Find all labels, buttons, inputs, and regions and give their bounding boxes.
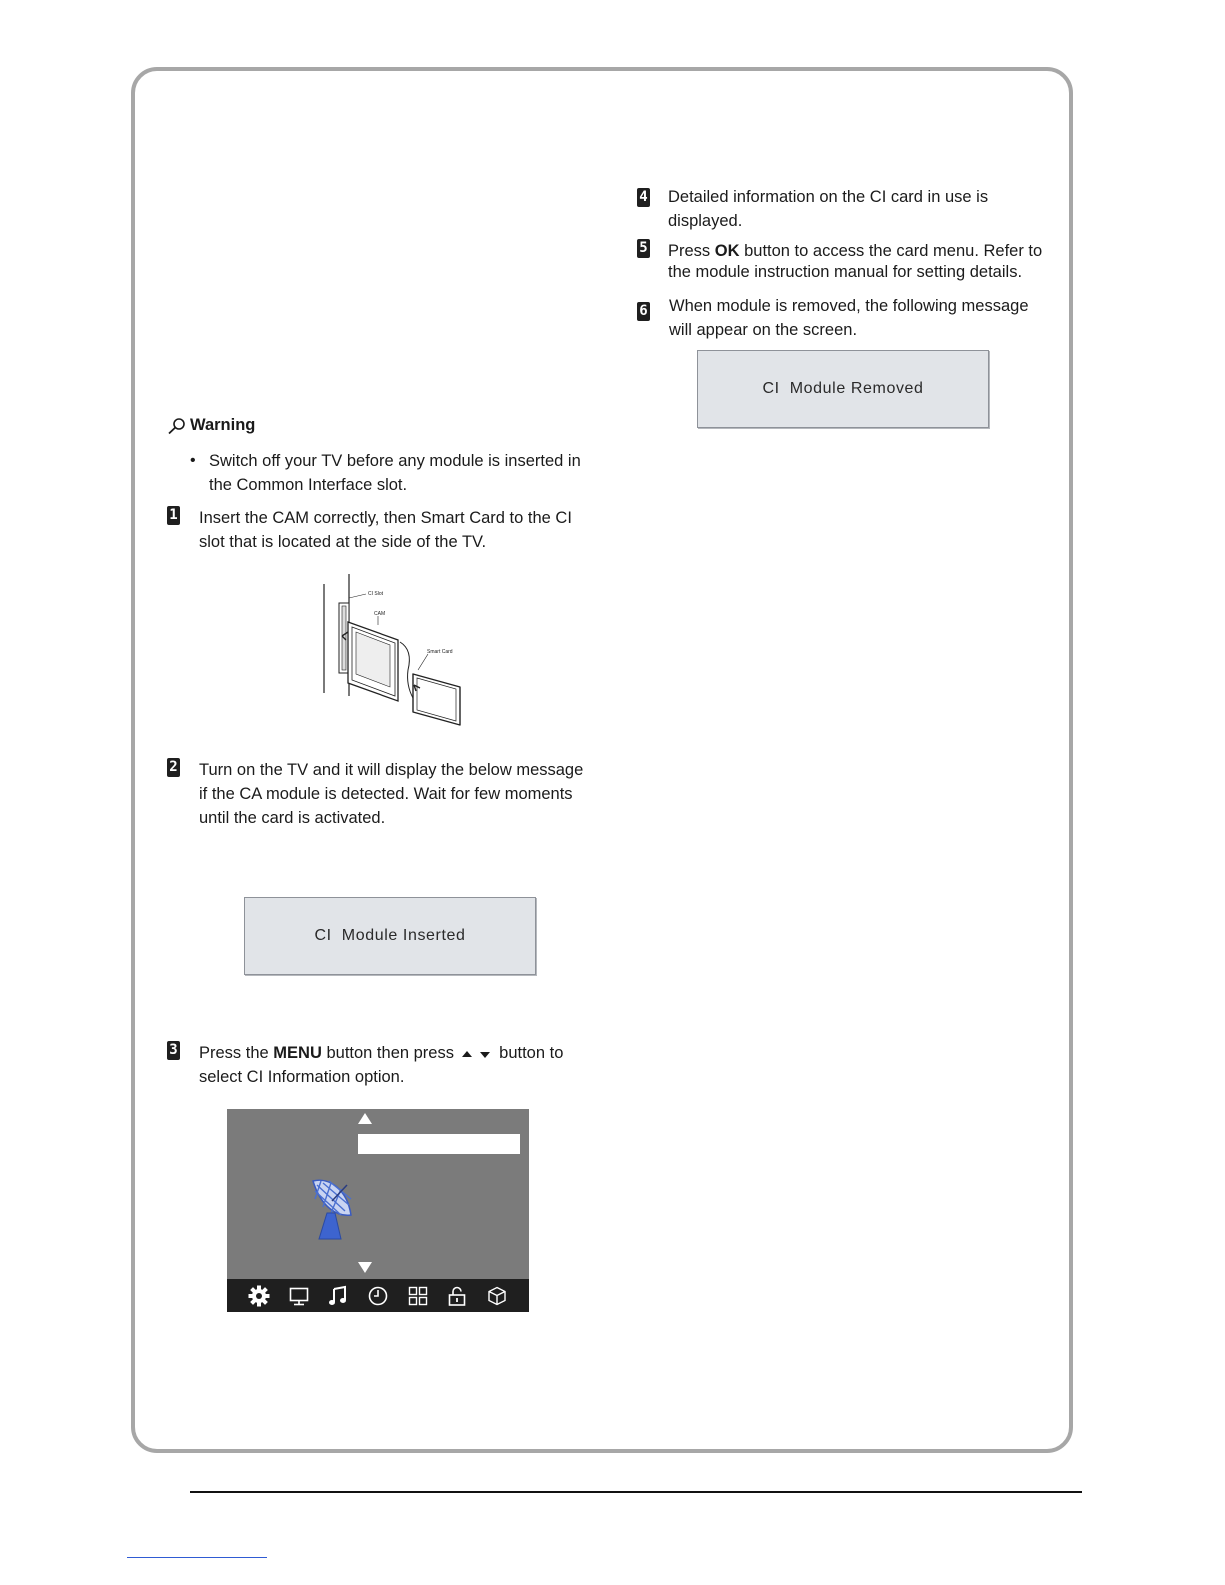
scroll-down-icon[interactable] xyxy=(358,1262,372,1273)
footer-link-underline[interactable] xyxy=(127,1557,267,1558)
tv-icon[interactable] xyxy=(288,1285,310,1307)
ci-module-inserted-message xyxy=(244,897,536,975)
cam-label: CAM xyxy=(374,611,386,617)
music-icon[interactable] xyxy=(327,1285,349,1307)
step-3-mid: button then press xyxy=(321,1044,459,1062)
satellite-dish-icon xyxy=(307,1175,359,1243)
clock-icon[interactable] xyxy=(367,1285,389,1307)
tv-menu-screen xyxy=(227,1109,529,1312)
step-5-badge: 5 xyxy=(637,239,650,258)
step-3-badge: 3 xyxy=(167,1041,180,1060)
step-3-pre: Press the xyxy=(199,1044,274,1062)
lock-icon[interactable] xyxy=(446,1285,468,1307)
step-5-text xyxy=(668,239,1042,284)
step-4-badge: 4 xyxy=(637,188,650,207)
warning-title: Warning xyxy=(190,416,256,434)
step-3-post: button to xyxy=(494,1044,564,1062)
footer-rule xyxy=(190,1491,1082,1493)
warning-heading xyxy=(167,416,255,435)
step-4-line2: displayed. xyxy=(668,212,743,230)
step-2-line2: if the CA module is detected. Wait for few moments xyxy=(199,785,573,803)
removed-message-text: CI Module Removed xyxy=(762,380,924,397)
menu-icon-bar xyxy=(227,1279,529,1312)
step-2-text xyxy=(199,758,583,830)
step-6-line1: When module is removed, the following message xyxy=(669,297,1029,315)
warning-line1: Switch off your TV before any module is inserted in xyxy=(209,452,581,470)
step-5-post: button to access the card menu. Refer to xyxy=(739,242,1043,260)
menu-highlight-bar[interactable] xyxy=(358,1134,520,1154)
inserted-message-text: CI Module Inserted xyxy=(314,927,466,944)
step-5-pre: Press xyxy=(668,242,715,260)
step-2-line3: until the card is activated. xyxy=(199,809,386,827)
scroll-up-icon[interactable] xyxy=(358,1113,372,1124)
menu-button-label: MENU xyxy=(273,1044,322,1062)
step-6-text xyxy=(669,294,1029,342)
box-icon[interactable] xyxy=(486,1285,508,1307)
step-6-badge: 6 xyxy=(637,302,650,321)
step-1-line1: Insert the CAM correctly, then Smart Card to the CI xyxy=(199,509,572,527)
smart-card-label: Smart Card xyxy=(427,649,453,655)
bullet-dot: • xyxy=(190,452,196,469)
step-2-line1: Turn on the TV and it will display the below message xyxy=(199,761,584,779)
step-3-text xyxy=(199,1041,563,1089)
step-3-line2: select CI Information option. xyxy=(199,1068,405,1086)
magnifier-icon xyxy=(167,417,187,435)
step-4-line1: Detailed information on the CI card in use is xyxy=(668,188,989,206)
warning-line2: the Common Interface slot. xyxy=(209,476,408,494)
warning-bullet-text xyxy=(209,449,581,497)
grid-icon[interactable] xyxy=(407,1285,429,1307)
step-3-line1 xyxy=(199,1041,563,1065)
ci-slot-diagram xyxy=(318,570,478,730)
gear-icon[interactable] xyxy=(248,1285,270,1307)
up-down-arrows-icon xyxy=(461,1049,493,1059)
ci-slot-label: CI Slot xyxy=(368,591,384,597)
step-6-line2: will appear on the screen. xyxy=(669,321,858,339)
step-1-text xyxy=(199,506,572,554)
ok-button-label: OK xyxy=(714,242,740,260)
step-4-text xyxy=(668,185,988,233)
step-2-badge: 2 xyxy=(167,758,180,777)
step-5-line2: the module instruction manual for setting details. xyxy=(668,263,1023,281)
step-1-badge: 1 xyxy=(167,506,180,525)
step-1-line2: slot that is located at the side of the TV. xyxy=(199,533,487,551)
ci-module-removed-message xyxy=(697,350,989,428)
